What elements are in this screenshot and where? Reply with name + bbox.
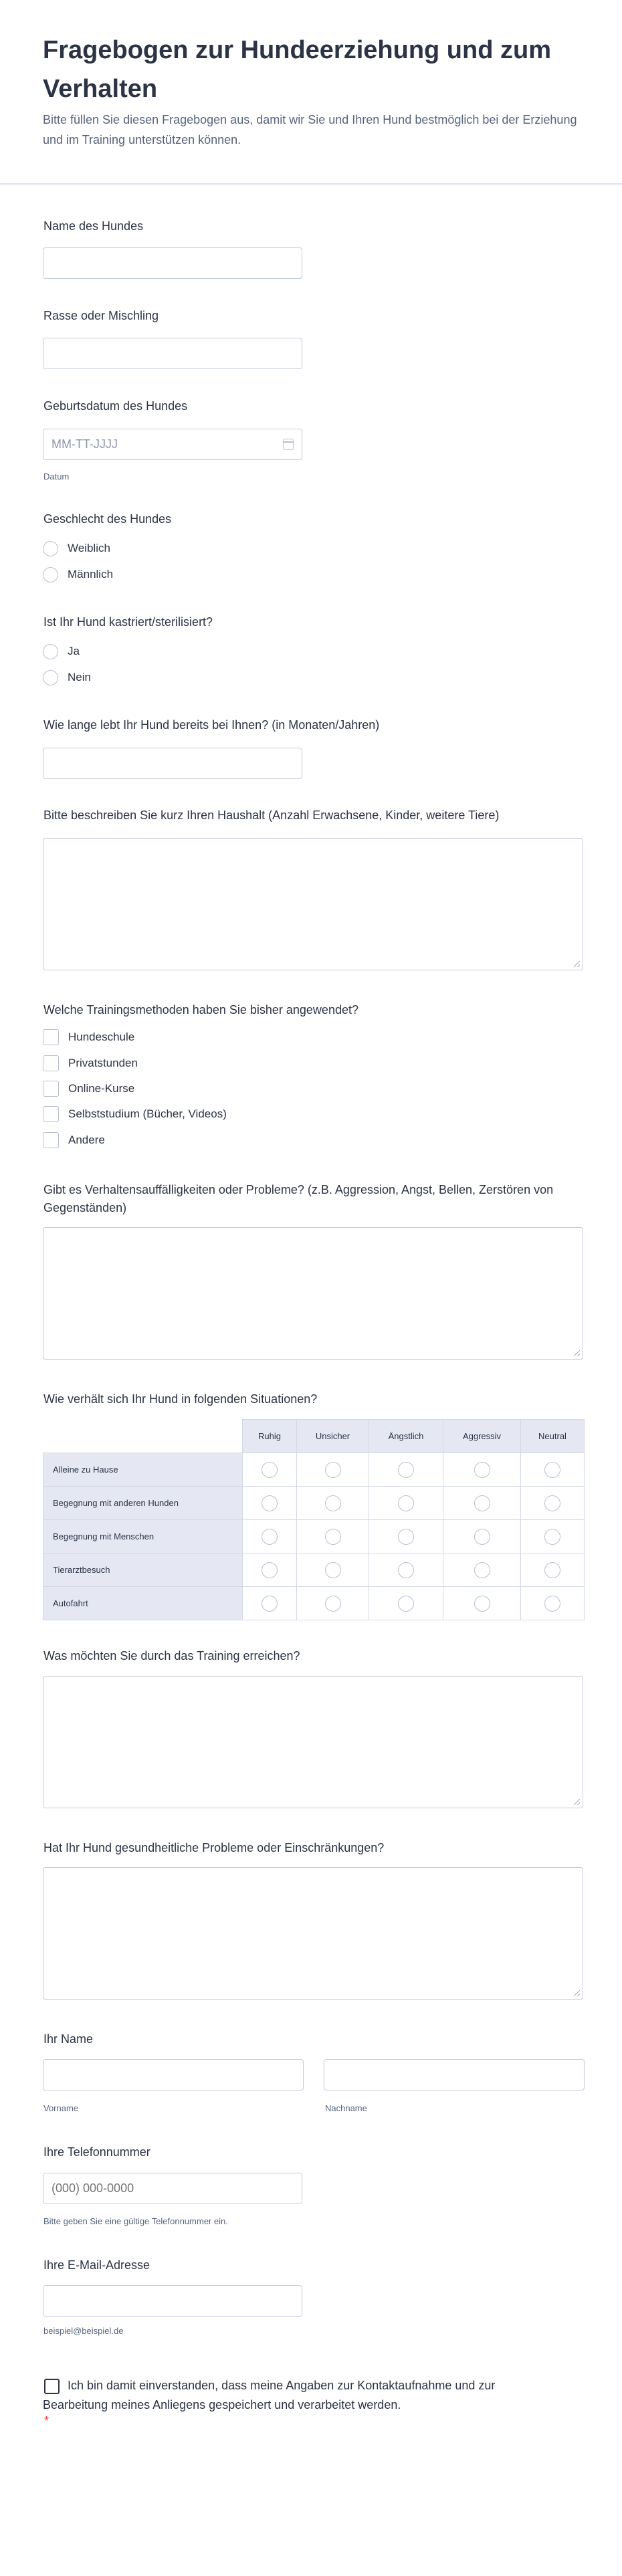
option-label: Andere	[68, 1134, 105, 1146]
matrix-label: Wie verhält sich Ihr Hund in folgenden Situationen?	[43, 1392, 318, 1406]
matrix-column-header: Neutral	[521, 1420, 585, 1453]
matrix-radio[interactable]	[544, 1462, 560, 1478]
consent-label: Ich bin damit einverstanden, dass meine Angaben zur Kontaktaufnahme und zur Bearbeitung meines Anliegens gespeichert und verarbeitet werden.	[43, 2379, 496, 2411]
matrix-row	[43, 1553, 585, 1587]
radio-button[interactable]	[43, 541, 58, 556]
matrix-radio[interactable]	[544, 1529, 560, 1545]
matrix-column-header: Ängstlich	[369, 1420, 443, 1453]
resize-handle-icon[interactable]	[574, 1350, 580, 1356]
matrix-row	[43, 1587, 585, 1620]
sex-label: Geschlecht des Hundes	[43, 512, 172, 526]
matrix-radio[interactable]	[262, 1495, 278, 1511]
matrix-radio[interactable]	[398, 1495, 414, 1511]
matrix-radio[interactable]	[544, 1596, 560, 1612]
last-name-input[interactable]	[324, 2059, 585, 2090]
checkbox[interactable]	[43, 1132, 59, 1148]
matrix-column-header: Aggressiv	[443, 1420, 521, 1453]
birthdate-label: Geburtsdatum des Hundes	[43, 399, 188, 413]
checkbox[interactable]	[43, 1055, 59, 1071]
household-label: Bitte beschreiben Sie kurz Ihren Haushalt (Anzahl Erwachsene, Kinder, weitere Tiere)	[43, 809, 500, 822]
email-input[interactable]	[43, 2285, 302, 2317]
matrix-radio[interactable]	[325, 1562, 341, 1578]
matrix-row	[43, 1487, 585, 1520]
first-name-sublabel: Vorname	[43, 2103, 79, 2113]
matrix-row	[43, 1520, 585, 1553]
matrix-row-label: Begegnung mit anderen Hunden	[43, 1487, 243, 1520]
matrix-radio[interactable]	[398, 1462, 414, 1478]
matrix-radio[interactable]	[262, 1596, 278, 1612]
duration-label: Wie lange lebt Ihr Hund bereits bei Ihnen? (in Monaten/Jahren)	[43, 718, 380, 732]
health-label: Hat Ihr Hund gesundheitliche Probleme oder Einschränkungen?	[43, 1841, 385, 1854]
phone-input[interactable]	[43, 2173, 302, 2204]
owner-name-label: Ihr Name	[43, 2032, 94, 2046]
matrix-radio[interactable]	[474, 1529, 490, 1545]
matrix-radio[interactable]	[544, 1495, 560, 1511]
required-mark: *	[44, 2414, 49, 2428]
duration-input[interactable]	[43, 748, 302, 779]
matrix-radio[interactable]	[474, 1462, 490, 1478]
radio-button[interactable]	[43, 644, 58, 659]
goals-textarea[interactable]	[43, 1676, 583, 1808]
option-label: Privatstunden	[68, 1057, 138, 1069]
matrix-radio[interactable]	[325, 1596, 341, 1612]
matrix-row	[43, 1453, 585, 1487]
checkbox[interactable]	[43, 1029, 59, 1045]
resize-handle-icon[interactable]	[574, 1990, 580, 1996]
methods-label: Welche Trainingsmethoden haben Sie bisher angewendet?	[43, 1003, 358, 1016]
goals-label: Was möchten Sie durch das Training erreichen?	[43, 1649, 300, 1662]
checkbox-option[interactable]	[43, 1055, 138, 1071]
option-label: Hundeschule	[68, 1031, 135, 1043]
email-label: Ihre E-Mail-Adresse	[43, 2258, 150, 2272]
phone-label: Ihre Telefonnummer	[43, 2145, 150, 2159]
issues-label: Gibt es Verhaltensauffälligkeiten oder Probleme? (z.B. Aggression, Angst, Bellen, Zerstören von Gegenständen)	[43, 1183, 554, 1214]
option-label: Männlich	[68, 568, 114, 580]
matrix-row-label: Alleine zu Hause	[43, 1453, 243, 1487]
checkbox-option[interactable]	[43, 1081, 134, 1097]
matrix-radio[interactable]	[262, 1462, 278, 1478]
radio-option-weiblich[interactable]	[43, 540, 110, 556]
matrix-radio[interactable]	[262, 1529, 278, 1545]
breed-input[interactable]	[43, 338, 302, 369]
resize-handle-icon[interactable]	[574, 961, 580, 967]
option-label: Selbststudium (Bücher, Videos)	[68, 1107, 227, 1120]
dog-name-label: Name des Hundes	[43, 219, 144, 233]
option-label: Weiblich	[68, 542, 110, 554]
radio-option-nein[interactable]	[43, 669, 91, 685]
page-subtitle: Bitte füllen Sie diesen Fragebogen aus, damit wir Sie und Ihren Hund bestmöglich bei der Erziehung und im Training unterstützen können.	[43, 113, 577, 146]
matrix-column-header: Ruhig	[243, 1420, 297, 1453]
matrix-corner	[43, 1420, 243, 1453]
birthdate-placeholder: MM-TT-JJJJ	[51, 437, 118, 451]
matrix-radio[interactable]	[474, 1596, 490, 1612]
checkbox[interactable]	[43, 1081, 59, 1097]
matrix-radio[interactable]	[398, 1596, 414, 1612]
behavior-matrix	[43, 1419, 585, 1620]
checkbox-option[interactable]	[43, 1106, 227, 1122]
page-title: Fragebogen zur Hundeerziehung und zum Verhalten	[43, 36, 551, 103]
matrix-radio[interactable]	[262, 1562, 278, 1578]
resize-handle-icon[interactable]	[574, 1799, 580, 1805]
birthdate-input[interactable]	[43, 429, 302, 460]
first-name-input[interactable]	[43, 2059, 304, 2090]
matrix-radio[interactable]	[325, 1495, 341, 1511]
radio-option-maennlich[interactable]	[43, 566, 113, 582]
matrix-radio[interactable]	[474, 1562, 490, 1578]
matrix-radio[interactable]	[398, 1529, 414, 1545]
matrix-row-label: Autofahrt	[43, 1587, 243, 1620]
phone-hint: Bitte geben Sie eine gültige Telefonnummer ein.	[43, 2216, 228, 2226]
option-label: Ja	[68, 645, 80, 657]
neutered-label: Ist Ihr Hund kastriert/sterilisiert?	[43, 615, 213, 629]
matrix-column-header: Unsicher	[297, 1420, 369, 1453]
matrix-radio[interactable]	[474, 1495, 490, 1511]
matrix-radio[interactable]	[544, 1562, 560, 1578]
health-textarea[interactable]	[43, 1867, 583, 2000]
checkbox[interactable]	[43, 1106, 59, 1122]
matrix-radio[interactable]	[325, 1529, 341, 1545]
household-textarea[interactable]	[43, 838, 583, 970]
option-label: Online-Kurse	[68, 1082, 135, 1095]
dog-name-input[interactable]	[43, 247, 302, 279]
last-name-sublabel: Nachname	[325, 2103, 367, 2113]
birthdate-sublabel: Datum	[43, 471, 70, 481]
checkbox-option[interactable]	[43, 1029, 134, 1045]
matrix-row-label: Tierarztbesuch	[43, 1553, 243, 1587]
matrix-row-label: Begegnung mit Menschen	[43, 1520, 243, 1553]
checkbox-option[interactable]	[43, 1132, 105, 1148]
issues-textarea[interactable]	[43, 1227, 583, 1360]
radio-button[interactable]	[43, 670, 58, 685]
header-divider	[0, 183, 622, 185]
calendar-icon[interactable]	[283, 439, 294, 450]
breed-label: Rasse oder Mischling	[43, 309, 159, 322]
email-hint: beispiel@beispiel.de	[43, 2326, 124, 2336]
radio-option-ja[interactable]	[43, 643, 80, 659]
matrix-radio[interactable]	[325, 1462, 341, 1478]
matrix-radio[interactable]	[398, 1562, 414, 1578]
option-label: Nein	[68, 671, 91, 683]
radio-button[interactable]	[43, 567, 58, 582]
